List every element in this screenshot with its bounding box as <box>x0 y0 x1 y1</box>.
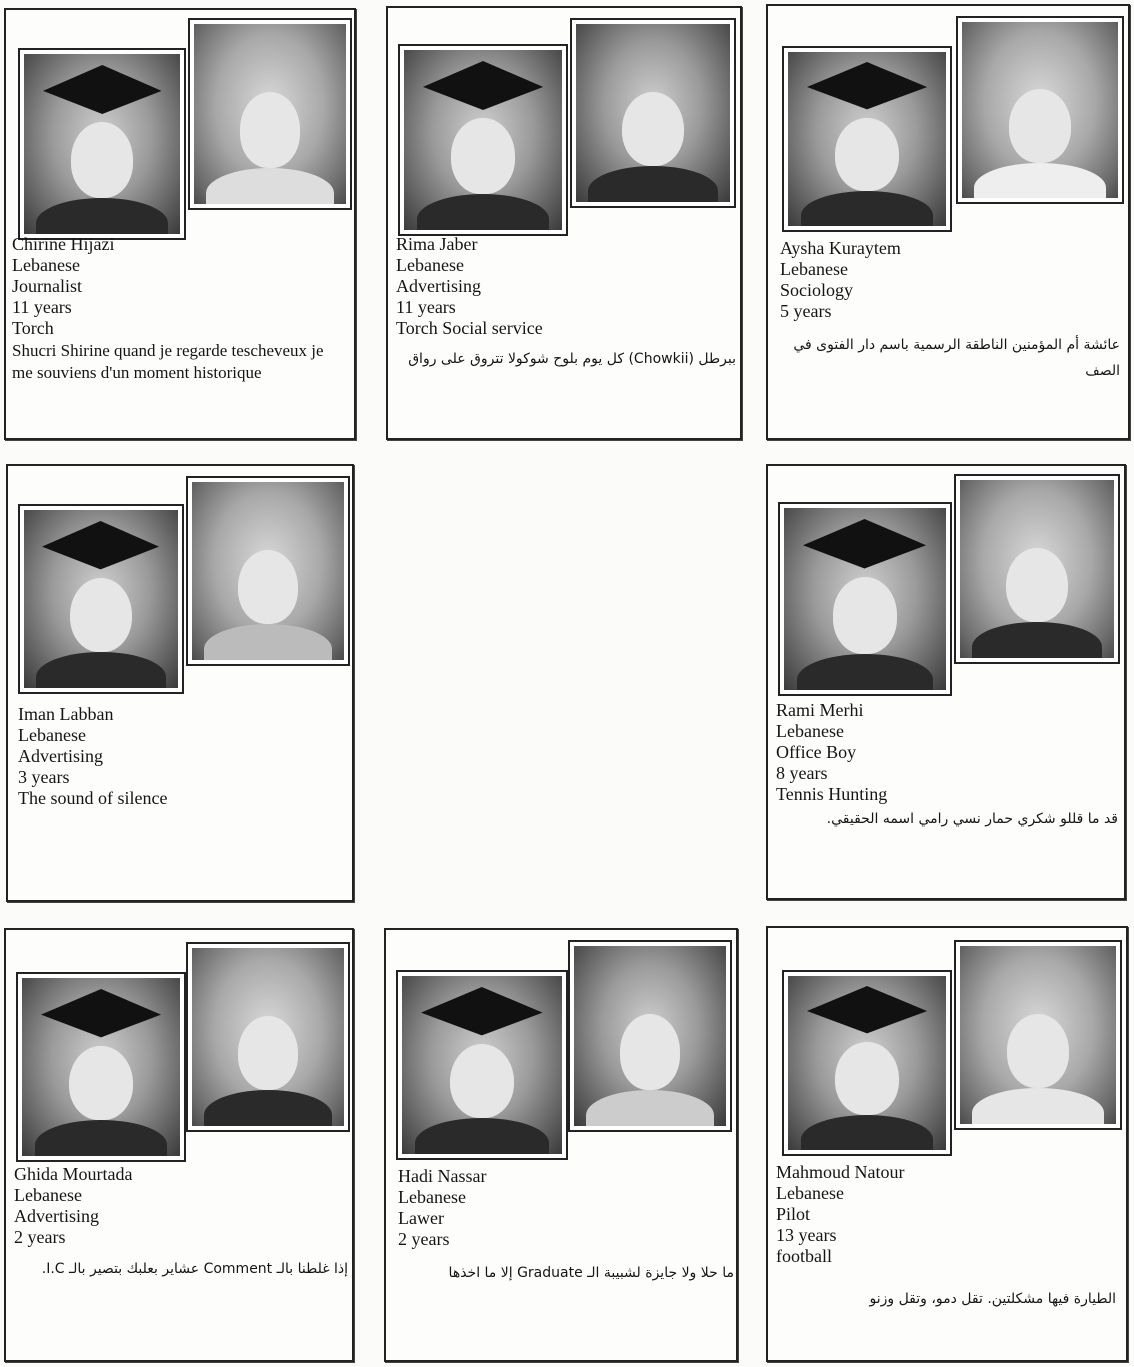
profile-card <box>4 928 354 1362</box>
profile-card <box>6 464 354 902</box>
years: 5 years <box>780 301 832 321</box>
graduation-photo <box>18 48 186 240</box>
person-name: Hadi Nassar <box>398 1166 487 1186</box>
years: 8 years <box>776 763 828 783</box>
graduation-photo <box>782 46 952 232</box>
comment: عائشة أم المؤمنين الناطقة الرسمية باسم دار الفتوى في الصف <box>793 337 1120 379</box>
person-name: Ghida Mourtada <box>14 1164 133 1184</box>
years: 13 years <box>776 1225 837 1245</box>
graduation-photo <box>398 44 568 236</box>
years: 11 years <box>396 297 456 317</box>
nationality: Lebanese <box>780 259 848 279</box>
activities: Torch Social service <box>396 318 543 338</box>
childhood-photo <box>188 18 352 210</box>
years: 3 years <box>18 767 70 787</box>
comment: ببرطل (Chowkii) كل يوم بلوح شوكولا تتروق على رواق <box>408 351 736 367</box>
profile-card <box>4 8 356 440</box>
nationality: Lebanese <box>776 721 844 741</box>
comment: ما حلا ولا جايزة لشبيبة الـ Graduate إلا ما اخذها <box>448 1265 734 1281</box>
recent-photo <box>568 940 732 1132</box>
activities: The sound of silence <box>18 788 168 808</box>
profession: Sociology <box>780 280 854 300</box>
profession: Advertising <box>14 1206 99 1226</box>
profile-card <box>766 926 1128 1362</box>
activities: Tennis Hunting <box>776 784 888 804</box>
person-name: Aysha Kuraytem <box>780 238 901 258</box>
years: 2 years <box>14 1227 66 1247</box>
person-name: Rima Jaber <box>396 234 478 254</box>
years: 11 years <box>12 297 72 317</box>
comment: إذا غلطنا بالـ Comment عشاير بعلبك بتصير بالـ I.C. <box>41 1261 348 1277</box>
years: 2 years <box>398 1229 450 1249</box>
childhood-photo <box>956 16 1124 204</box>
person-name: Mahmoud Natour <box>776 1162 905 1182</box>
childhood-photo <box>186 942 350 1132</box>
comment: Shucri Shirine quand je regarde tescheveux je me souviens d'un moment historique <box>12 341 324 382</box>
graduation-photo <box>18 504 184 694</box>
profession: Lawer <box>398 1208 444 1228</box>
recent-photo <box>570 18 736 208</box>
nationality: Lebanese <box>12 255 80 275</box>
activities: Torch <box>12 318 54 338</box>
profile-card <box>384 928 738 1362</box>
nationality: Lebanese <box>776 1183 844 1203</box>
graduation-photo <box>16 972 186 1162</box>
childhood-photo <box>954 940 1122 1130</box>
profession: Journalist <box>12 276 82 296</box>
nationality: Lebanese <box>398 1187 466 1207</box>
person-name: Chirine Hijazi <box>12 234 115 254</box>
profile-card <box>766 464 1126 900</box>
nationality: Lebanese <box>14 1185 82 1205</box>
profession: Advertising <box>396 276 481 296</box>
graduation-photo <box>396 970 568 1160</box>
person-name: Iman Labban <box>18 704 114 724</box>
comment: قد ما قللو شكري حمار نسي رامي اسمه الحقيقي. <box>826 811 1118 827</box>
graduation-photo <box>778 502 952 696</box>
person-name: Rami Merhi <box>776 700 864 720</box>
nationality: Lebanese <box>18 725 86 745</box>
profession: Advertising <box>18 746 103 766</box>
comment: الطيارة فيها مشكلتين. تقل دمو، وتقل وزنو <box>869 1291 1116 1307</box>
profession: Pilot <box>776 1204 811 1224</box>
activities: football <box>776 1246 832 1266</box>
profile-card <box>766 4 1130 440</box>
graduation-photo <box>782 970 952 1156</box>
childhood-photo <box>186 476 350 666</box>
profession: Office Boy <box>776 742 857 762</box>
childhood-photo <box>954 474 1120 664</box>
profile-card <box>386 6 742 440</box>
nationality: Lebanese <box>396 255 464 275</box>
